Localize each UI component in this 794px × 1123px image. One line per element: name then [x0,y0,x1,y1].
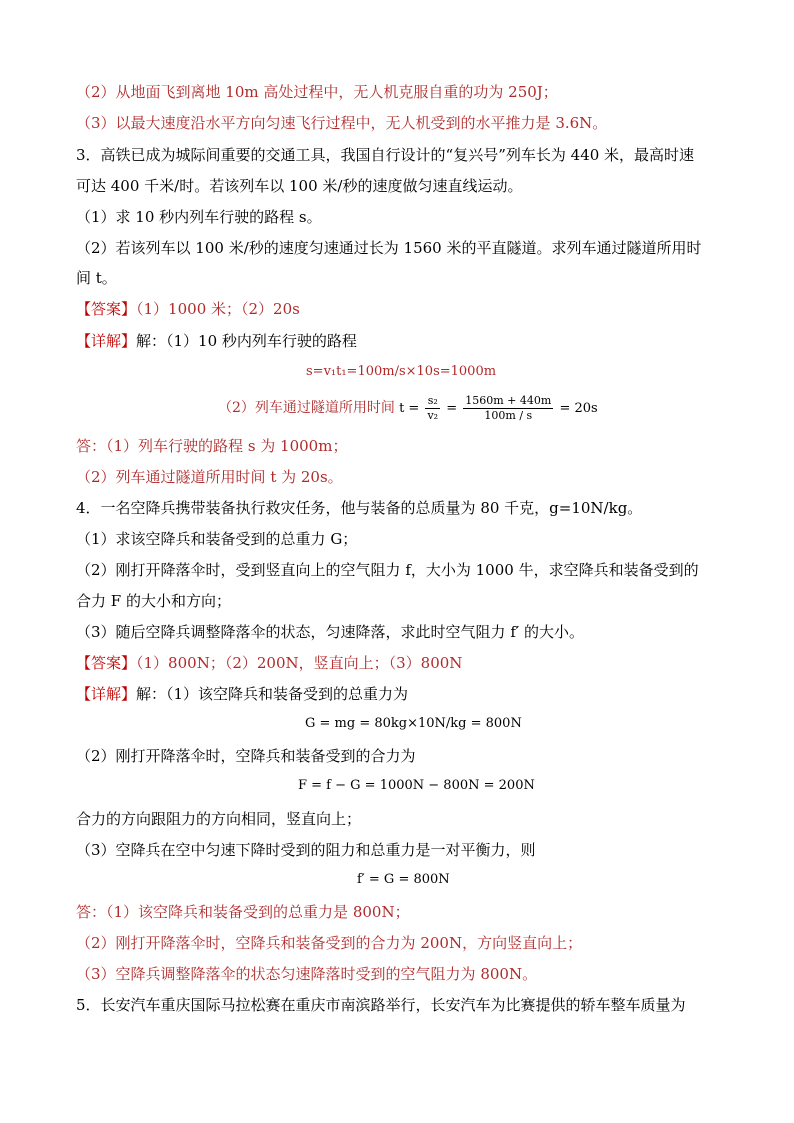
q4-answer [76,652,462,674]
q4-stem: 4．一名空降兵携带装备执行救灾任务，他与装备的总质量为 80 千克，g=10N/kg。 [76,499,643,517]
q3-final1: 答：（1）列车行驶的路程 s 为 1000m； [76,437,348,455]
q3-stem-line2: 可达 400 千米/时。若该列车以 100 米/秒的速度做匀速直线运动。 [76,177,523,195]
q5-line1: 5．长安汽车重庆国际马拉松赛在重庆市南滨路举行，长安汽车为比赛提供的轿车整车质量为 [76,996,686,1014]
q3-sub2-line1: （2）若该列车以 100 米/秒的速度匀速通过长为 1560 米的平直隧道。求列车通过隧道所用时 [76,239,702,257]
q2-part3: （3）以最大速度沿水平方向匀速飞行过程中，无人机受到的水平推力是 3.6N。 [76,114,608,132]
q2-part2: （2）从地面飞到离地 10m 高处过程中，无人机克服自重的功为 250J； [76,83,558,101]
answer-text: （1）800N；（2）200N，竖直向上；（3）800N [136,654,463,672]
q3-final2: （2）列车通过隧道所用时间 t 为 20s。 [76,468,343,486]
q4-step2b: 合力的方向跟阻力的方向相同，竖直向上； [76,810,362,828]
q3-eq2-prefix: （2）列车通过隧道所用时间 [218,400,395,416]
q3-eq1: s=v₁t₁=100m/s×10s=1000m [306,364,497,379]
q4-eq3: f′ = G = 800N [357,872,450,887]
q3-sub2-line2: 间 t。 [76,269,117,287]
q4-sub1: （1）求该空降兵和装备受到的总重力 G； [76,530,358,548]
q4-step3: （3）空降兵在空中匀速下降时受到的阻力和总重力是一对平衡力，则 [76,841,536,859]
detail-text: 解：（1）10 秒内列车行驶的路程 [136,332,357,350]
q4-final3: （3）空降兵调整降落伞的状态匀速降落时受到的空气阻力为 800N。 [76,965,538,983]
answer-tag: 【答案】 [76,654,137,672]
q3-answer [76,298,300,320]
detail-tag: 【详解】 [76,685,137,703]
q4-sub2-line1: （2）刚打开降落伞时，受到竖直向上的空气阻力 f，大小为 1000 牛，求空降兵和装备受到的 [76,561,699,579]
q3-eq2-lhs: t = [399,401,420,416]
q3-eq2-equals: = [446,401,458,416]
q4-sub2-line2: 合力 F 的大小和方向； [76,592,231,610]
q4-sub3: （3）随后空降兵调整降落伞的状态，匀速降落，求此时空气阻力 f′ 的大小。 [76,623,585,641]
answer-tag: 【答案】 [76,300,137,318]
q4-eq2: F = f − G = 1000N − 800N = 200N [298,778,535,793]
q3-eq2-frac2: $\frac{1560m + 440m}{100m / s}$ [465,394,552,422]
q4-eq1: G = mg = 80kg×10N/kg = 800N [305,716,522,731]
q3-eq2-frac1: $\frac{\text{s₂}}{\text{v₂}}$ [427,394,439,422]
q3-stem-line1: 3．高铁已成为城际间重要的交通工具，我国自行设计的“复兴号”列车长为 440 米，最高时速 [76,146,695,164]
q4-step2: （2）刚打开降落伞时，空降兵和装备受到的合力为 [76,747,416,765]
q4-detail [76,683,408,705]
detail-text: 解：（1）该空降兵和装备受到的总重力为 [136,685,409,703]
q4-final2: （2）刚打开降落伞时，空降兵和装备受到的合力为 200N，方向竖直向上； [76,934,583,952]
q3-detail [76,330,357,352]
q4-final1: 答：（1）该空降兵和装备受到的总重力是 800N； [76,903,410,921]
detail-tag: 【详解】 [76,332,137,350]
q3-eq2 [218,394,598,423]
q3-sub1: （1）求 10 秒内列车行驶的路程 s。 [76,208,322,226]
answer-text: （1）1000 米；（2）20s [136,300,300,318]
q3-eq2-result: = 20s [559,401,598,416]
